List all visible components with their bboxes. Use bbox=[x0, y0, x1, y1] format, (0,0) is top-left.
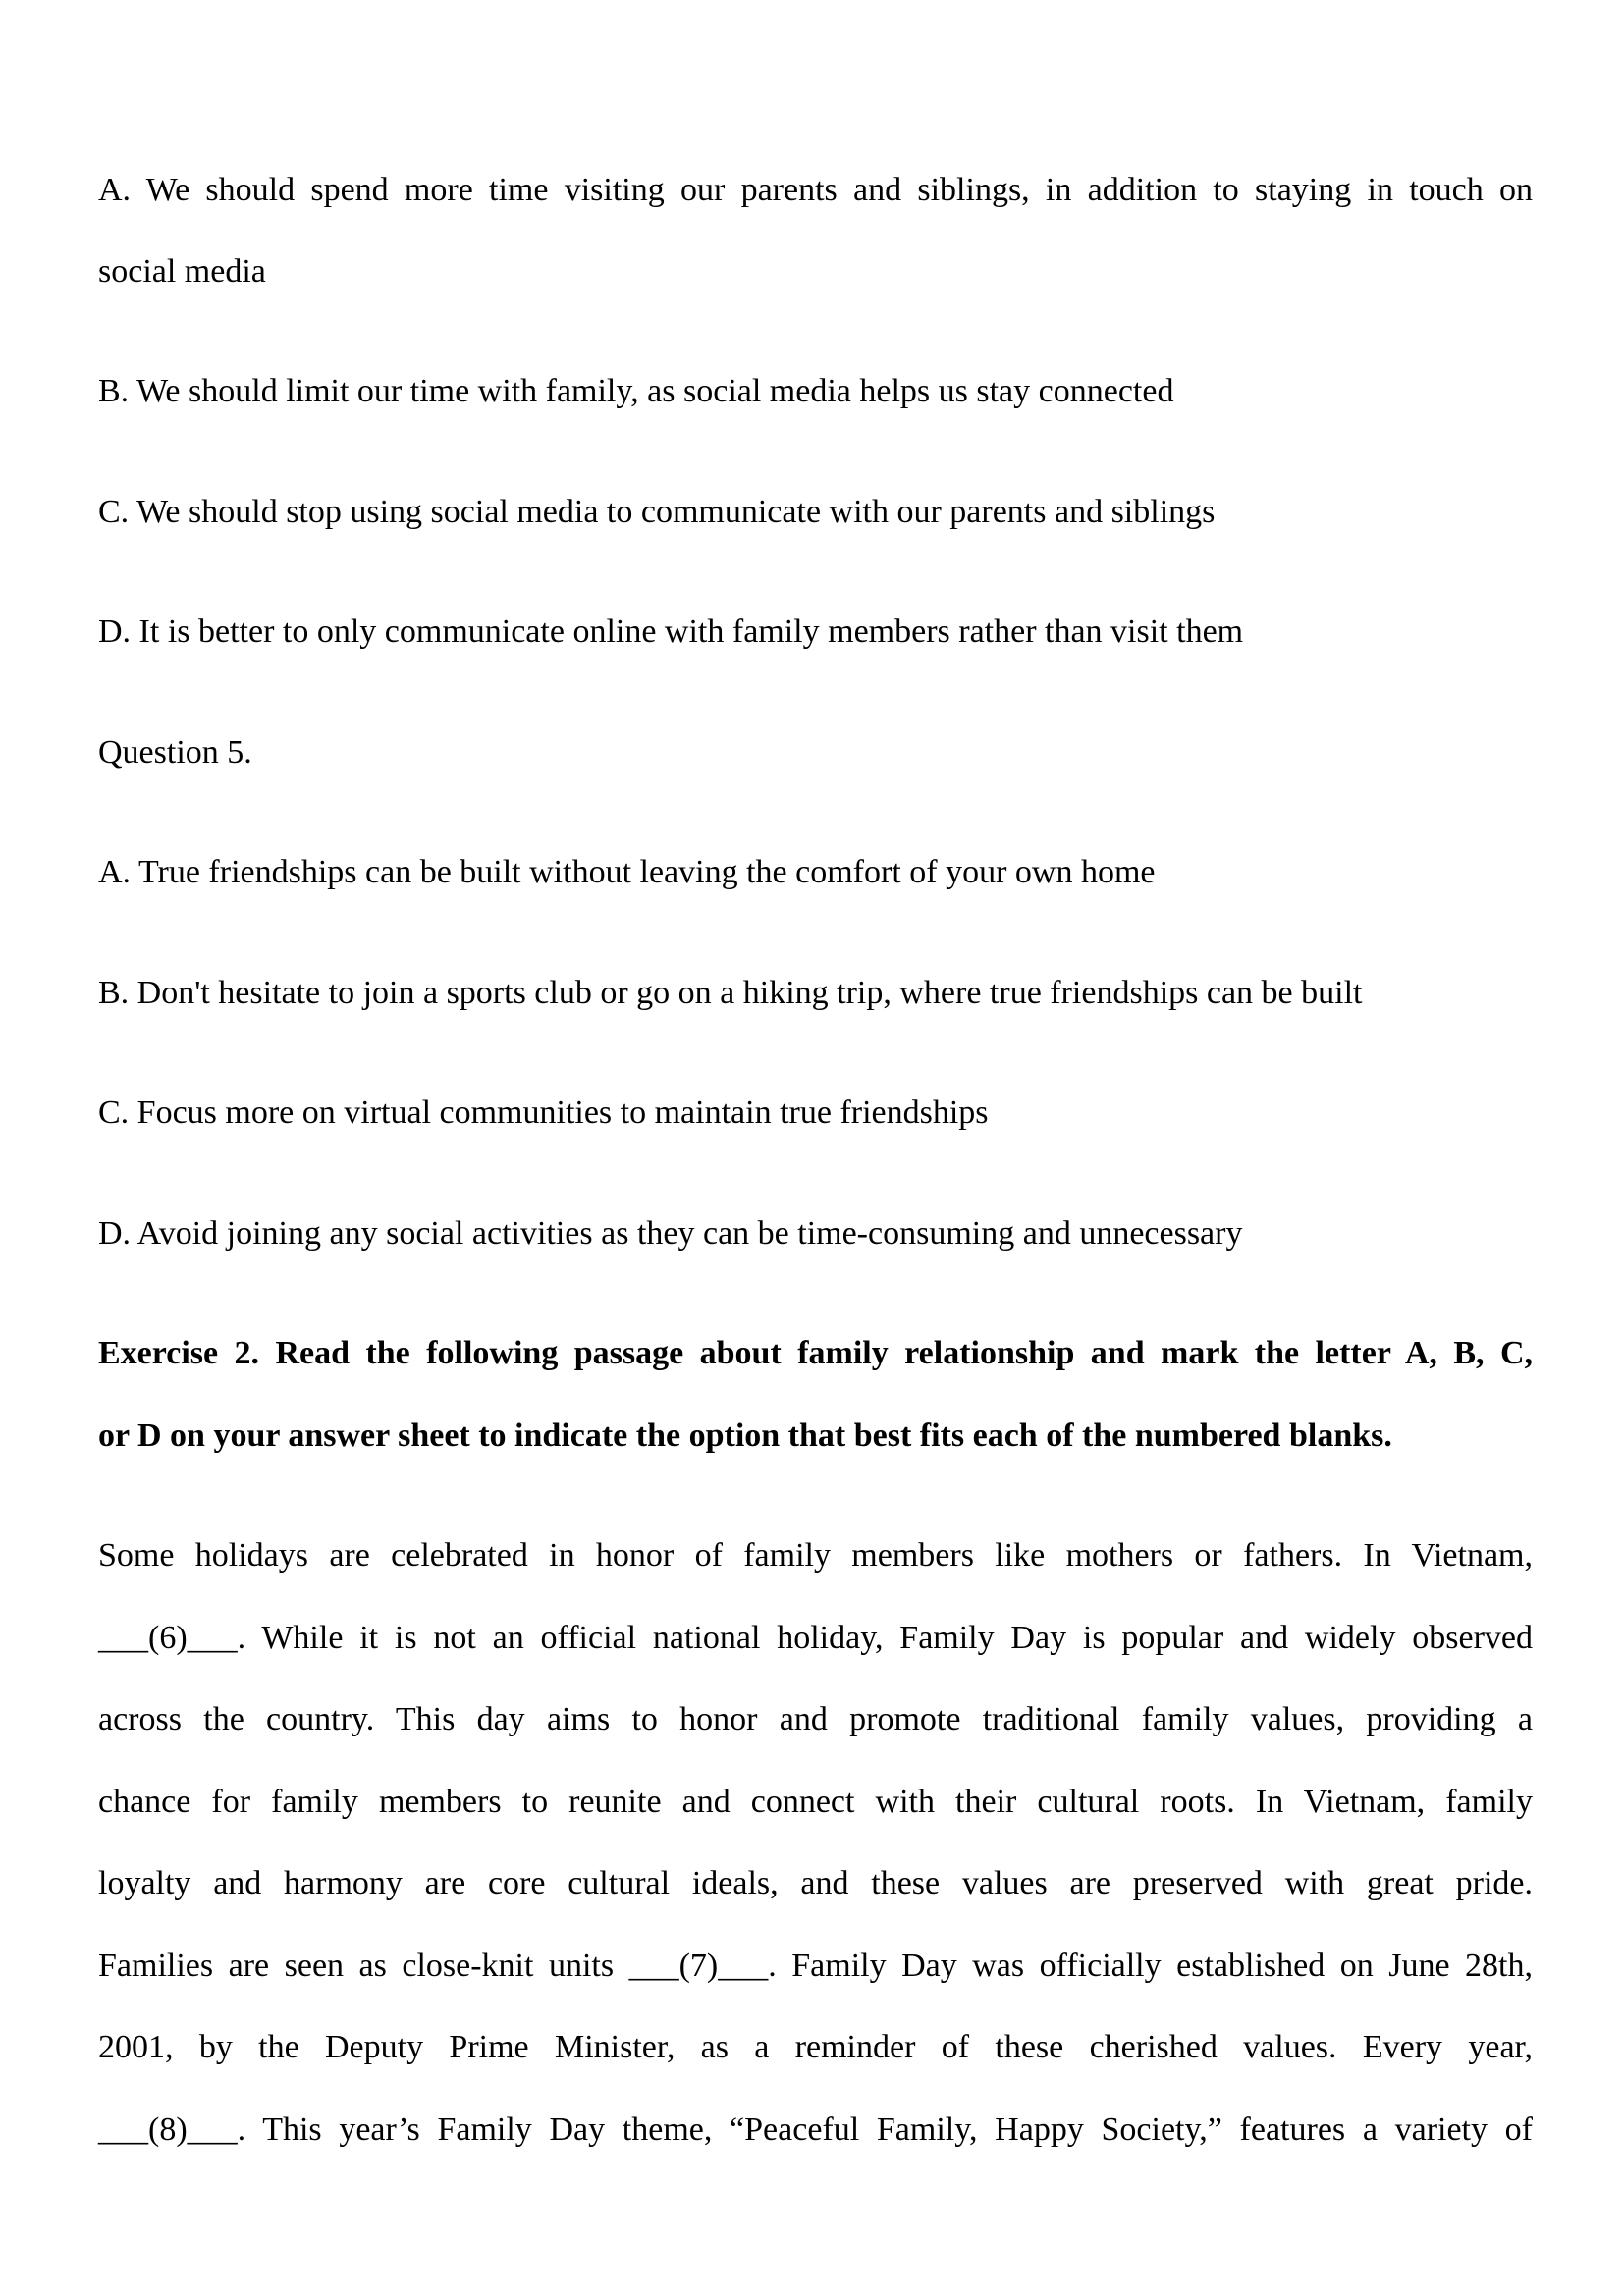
q5-option-c: C. Focus more on virtual communities to maintain true friendships bbox=[98, 1095, 989, 1131]
passage-line: 2001, by the Deputy Prime Minister, as a reminder of these cherished values. Every year, bbox=[98, 2029, 1533, 2065]
passage-line: across the country. This day aims to honor and promote traditional family values, providing a bbox=[98, 1701, 1533, 1737]
q5-option-b: B. Don't hesitate to join a sports club or go on a hiking trip, where true friendships can be built bbox=[98, 975, 1363, 1011]
passage-line: Some holidays are celebrated in honor of family members like mothers or fathers. In Vietnam, bbox=[98, 1537, 1533, 1574]
q4-option-c: C. We should stop using social media to communicate with our parents and siblings bbox=[98, 494, 1216, 530]
q5-option-a: A. True friendships can be built without leaving the comfort of your own home bbox=[98, 854, 1156, 890]
passage-line: ___(6)___. While it is not an official national holiday, Family Day is popular and widely observed bbox=[98, 1620, 1533, 1656]
q4-option-a-line1: A. We should spend more time visiting our parents and siblings, in addition to staying in touch on bbox=[98, 172, 1533, 208]
passage-line: chance for family members to reunite and connect with their cultural roots. In Vietnam, family bbox=[98, 1784, 1533, 1820]
q5-option-d: D. Avoid joining any social activities as they can be time-consuming and unnecessary bbox=[98, 1215, 1243, 1252]
passage-line: loyalty and harmony are core cultural ideals, and these values are preserved with great pride. bbox=[98, 1865, 1533, 1901]
q4-option-b: B. We should limit our time with family, as social media helps us stay connected bbox=[98, 373, 1174, 409]
exercise2-instruction-line2: or D on your answer sheet to indicate the option that best fits each of the numbered blanks. bbox=[98, 1417, 1392, 1454]
passage-line: ___(8)___. This year’s Family Day theme, “Peaceful Family, Happy Society,” features a variety of bbox=[98, 2111, 1533, 2148]
q4-option-a-line2: social media bbox=[98, 253, 266, 290]
q5-label: Question 5. bbox=[98, 734, 252, 771]
exercise2-instruction-line1: Exercise 2. Read the following passage about family relationship and mark the letter A, B, C, bbox=[98, 1335, 1533, 1371]
q4-option-d: D. It is better to only communicate online with family members rather than visit them bbox=[98, 614, 1244, 650]
passage-line: Families are seen as close-knit units ___(7)___. Family Day was officially established on June 28th, bbox=[98, 1948, 1533, 1984]
